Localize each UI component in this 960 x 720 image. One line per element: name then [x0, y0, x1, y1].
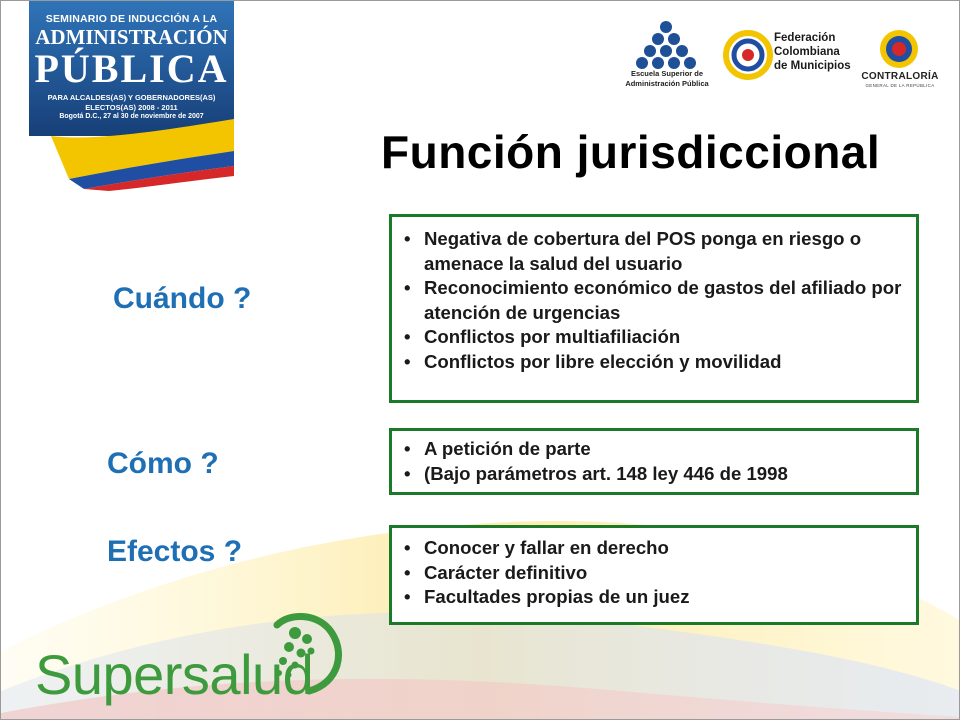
efectos-box [389, 525, 919, 625]
question-cuando: Cuándo ? [113, 282, 252, 315]
supersalud-logo-text: Supersalud [35, 643, 314, 706]
esap-caption-line-2: Administración Pública [625, 79, 709, 88]
como-list [392, 437, 916, 486]
cuando-item: • Conflictos por multiafiliación [392, 325, 908, 350]
contraloria-logo [875, 27, 923, 71]
question-efectos: Efectos ? [107, 535, 243, 568]
federacion-text [774, 31, 854, 73]
cuando-item: • Reconocimiento económico de gastos del afiliado por atención de urgencias [392, 276, 908, 325]
cuando-box [389, 214, 919, 403]
efectos-item: • Conocer y fallar en derecho [392, 536, 908, 561]
esap-caption-line-1: Escuela Superior de [630, 69, 704, 78]
como-item: • A petición de parte [392, 437, 908, 462]
badge-line-4a: PARA ALCALDES(AS) Y GOBERNADORES(AS) [47, 93, 216, 102]
contraloria-subtitle: GENERAL DE LA REPÚBLICA [865, 83, 935, 88]
efectos-item: • Facultades propias de un juez [392, 585, 908, 610]
cuando-item: • Negativa de cobertura del POS ponga en riesgo o amenace la salud del usuario [392, 227, 908, 276]
badge-line-4 [29, 93, 234, 113]
efectos-list [392, 536, 916, 610]
como-box [389, 428, 919, 495]
federacion-logo [723, 29, 773, 81]
question-como: Cómo ? [107, 447, 219, 480]
esap-caption [613, 69, 721, 89]
badge-line-4b: ELECTOS(AS) 2008 - 2011 [85, 103, 178, 112]
badge-line-5: Bogotá D.C., 27 al 30 de noviembre de 2007 [59, 113, 204, 120]
contraloria-name: CONTRALORÍA [861, 71, 939, 82]
badge-line-2: ADMINISTRACIÓN [35, 25, 228, 49]
fed-line-1: Federación [774, 32, 836, 44]
como-item: • (Bajo parámetros art. 148 ley 446 de 1998 [392, 462, 908, 487]
fed-line-3: de Municipios [774, 60, 851, 72]
fed-line-2: Colombiana [774, 46, 840, 58]
badge-line-1: SEMINARIO DE INDUCCIÓN A LA [45, 13, 218, 25]
cuando-item: • Conflictos por libre elección y movilidad [392, 350, 908, 375]
badge-line-3: PÚBLICA [34, 46, 229, 91]
slide-title: Función jurisdiccional [381, 126, 881, 178]
efectos-item: • Carácter definitivo [392, 561, 908, 586]
cuando-list [392, 227, 916, 374]
